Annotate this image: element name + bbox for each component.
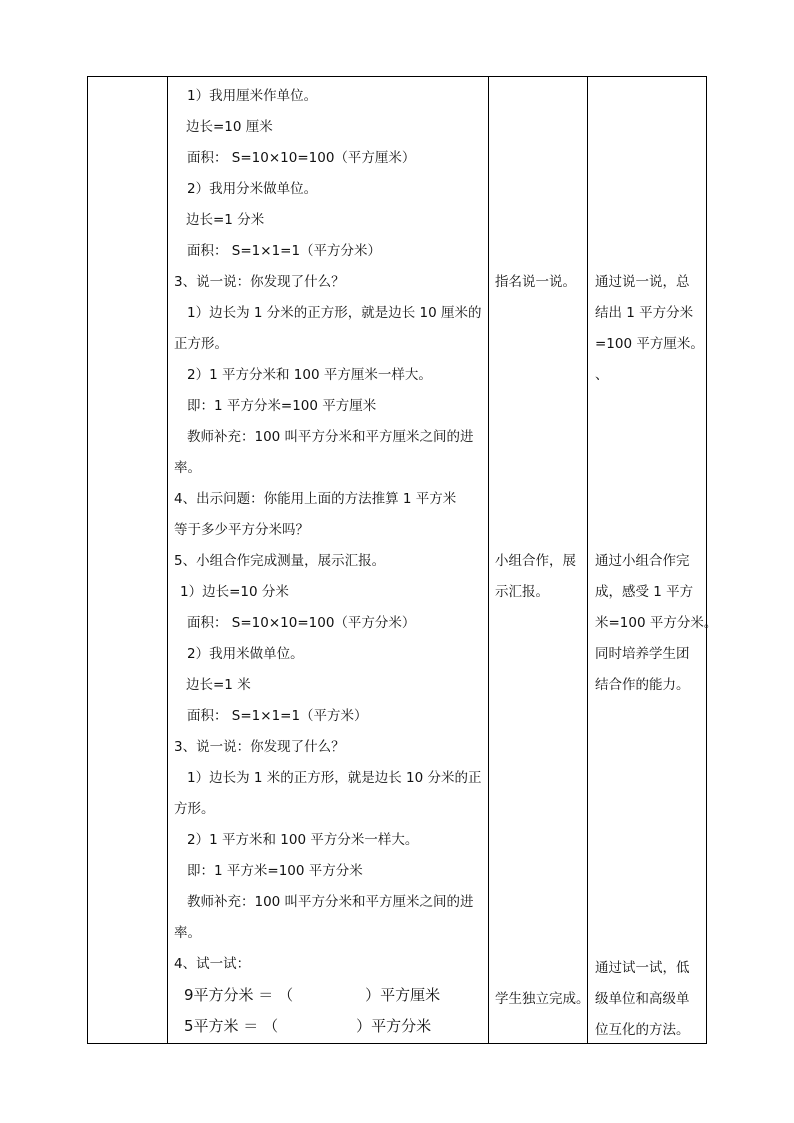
purpose-text-line: 通过说一说，总 <box>595 274 690 290</box>
content-text-line: 教师补充：100 叫平方分米和平方厘米之间的进 <box>187 429 474 445</box>
content-text-line: 1）边长为 1 米的正方形，就是边长 10 分米的正 <box>187 770 482 786</box>
content-text-line: 1）边长为 1 分米的正方形，就是边长 10 厘米的 <box>187 305 482 321</box>
student-text-line: 指名说一说。 <box>495 274 576 290</box>
content-text-line: 1）边长=10 分米 <box>180 584 289 600</box>
design-purpose-column <box>588 77 718 1043</box>
content-text-line: 率。 <box>174 925 201 941</box>
blank-column <box>88 77 167 1043</box>
content-text-line: 2）我用分米做单位。 <box>187 181 318 197</box>
content-text-line: 4、出示问题：你能用上面的方法推算 1 平方米 <box>174 491 457 507</box>
content-text-line: 4、试一试： <box>174 956 251 972</box>
exercise-unit: ）平方分米 <box>356 1017 432 1035</box>
content-text-line: 教师补充：100 叫平方分米和平方厘米之间的进 <box>187 894 474 910</box>
exercise-line <box>184 985 440 1005</box>
student-text-line: 小组合作，展 <box>495 553 576 569</box>
content-text-line: 面积： S=1×1=1（平方分米） <box>187 243 382 259</box>
student-text-line: 学生独立完成。 <box>495 991 590 1007</box>
content-text-line: 面积： S=10×10=100（平方厘米） <box>187 150 416 166</box>
purpose-text-line: 、 <box>595 367 609 383</box>
purpose-text-line: 同时培养学生团 <box>595 646 690 662</box>
content-text-line: 2）1 平方分米和 100 平方厘米一样大。 <box>187 367 432 383</box>
content-text-line: 率。 <box>174 460 201 476</box>
lesson-table <box>87 76 718 1044</box>
exercise-line <box>184 1016 431 1036</box>
purpose-text-line: 位互化的方法。 <box>595 1022 690 1038</box>
content-text-line: 边长=1 米 <box>186 677 251 693</box>
content-text-line: 3、说一说：你发现了什么？ <box>174 274 345 290</box>
content-text-line: 边长=1 分米 <box>186 212 265 228</box>
student-activity-column <box>489 77 590 1043</box>
purpose-text-line: 米=100 平方分米。 <box>595 615 718 631</box>
student-text-line: 示汇报。 <box>495 584 549 600</box>
content-text-line: 方形。 <box>174 801 215 817</box>
exercise-prompt: 5平方米 ＝ （ <box>184 1017 279 1035</box>
content-text-line: 正方形。 <box>174 336 228 352</box>
purpose-text-line: 结合作的能力。 <box>595 677 690 693</box>
content-text-line: 面积： S=10×10=100（平方分米） <box>187 615 416 631</box>
content-text-line: 1）我用厘米作单位。 <box>187 88 318 104</box>
content-text-line: 边长=10 厘米 <box>186 119 273 135</box>
purpose-text-line: 级单位和高级单 <box>595 991 690 1007</box>
content-text-line: 即：1 平方米=100 平方分米 <box>187 863 363 879</box>
content-text-line: 面积： S=1×1=1（平方米） <box>187 708 368 724</box>
content-text-line: 等于多少平方分米吗？ <box>174 522 309 538</box>
content-text-line: 3、说一说：你发现了什么？ <box>174 739 345 755</box>
purpose-text-line: 成，感受 1 平方 <box>595 584 694 600</box>
purpose-text-line: 通过试一试，低 <box>595 960 690 976</box>
content-text-line: 5、小组合作完成测量，展示汇报。 <box>174 553 386 569</box>
content-text-line: 即：1 平方分米=100 平方厘米 <box>187 398 377 414</box>
teaching-content-column <box>168 77 488 1043</box>
content-text-line: 2）我用米做单位。 <box>187 646 304 662</box>
purpose-text-line: 通过小组合作完 <box>595 553 690 569</box>
exercise-unit: ）平方厘米 <box>365 986 441 1004</box>
purpose-text-line: =100 平方厘米。 <box>595 336 704 352</box>
exercise-prompt: 9平方分米 ＝ （ <box>184 986 294 1004</box>
purpose-text-line: 结出 1 平方分米 <box>595 305 694 321</box>
content-text-line: 2）1 平方米和 100 平方分米一样大。 <box>187 832 419 848</box>
